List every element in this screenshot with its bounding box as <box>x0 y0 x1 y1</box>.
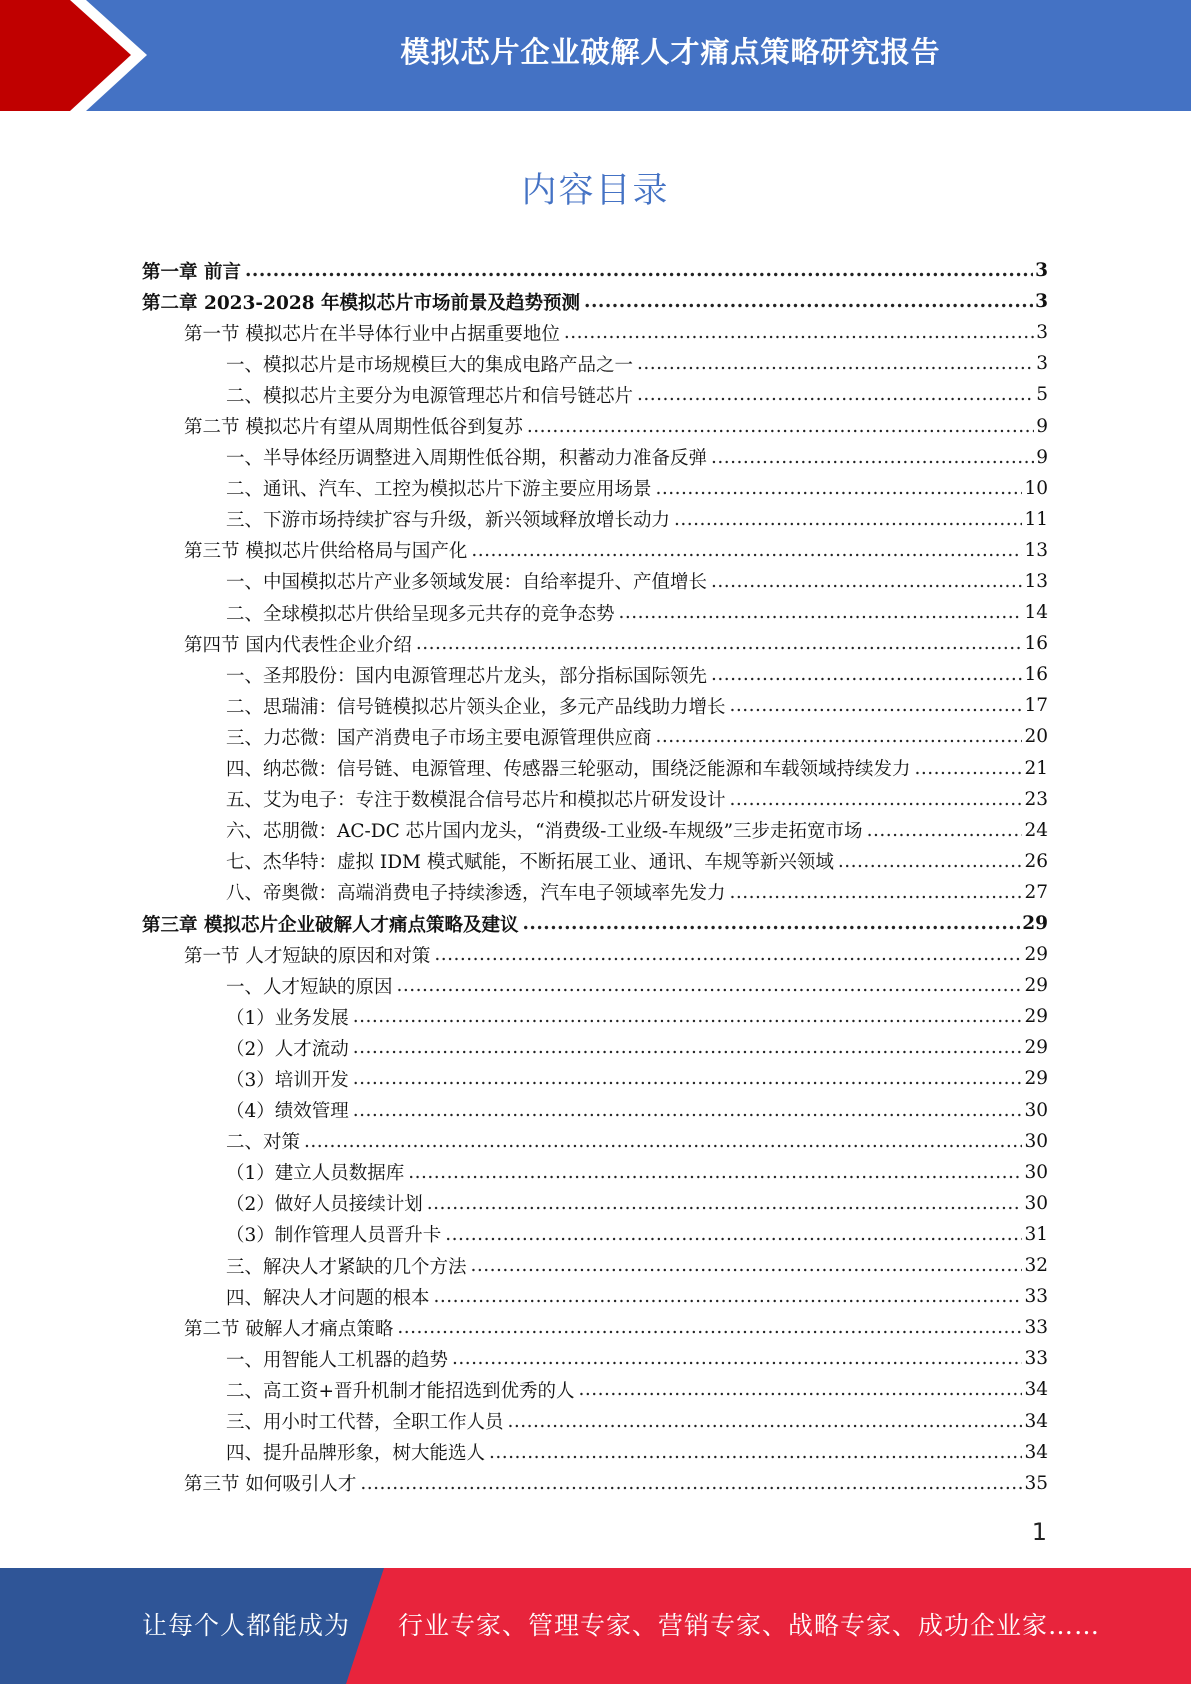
toc-entry[interactable] <box>142 659 1048 690</box>
toc-leader-dots <box>427 1193 1023 1214</box>
toc-entry-page: 13 <box>1024 570 1048 592</box>
toc-entry-title: 四、解决人才问题的根本 <box>226 1287 430 1309</box>
toc-leader-dots <box>508 1411 1023 1432</box>
toc-entry-page: 3 <box>1036 353 1048 375</box>
toc-entry-title: 一、中国模拟芯片产业多领域发展：自给率提升、产值增长 <box>226 572 708 594</box>
toc-leader-dots <box>416 633 1023 654</box>
toc-entry-title: 二、高工资+晋升机制才能招选到优秀的人 <box>226 1380 575 1402</box>
toc-leader-dots <box>353 1100 1023 1121</box>
toc-entry[interactable] <box>142 1343 1048 1374</box>
toc-entry-title: 一、模拟芯片是市场规模巨大的集成电路产品之一 <box>226 354 634 376</box>
toc-entry[interactable] <box>142 1063 1048 1094</box>
toc-leader-dots <box>245 260 1033 281</box>
toc-leader-dots <box>711 571 1022 592</box>
toc-entry-page: 30 <box>1024 1192 1048 1214</box>
toc-leader-dots <box>838 851 1023 872</box>
toc-entry[interactable] <box>142 1219 1048 1250</box>
toc-entry-page: 14 <box>1024 602 1048 624</box>
toc-leader-dots <box>471 1255 1023 1276</box>
toc-leader-dots <box>408 1162 1022 1183</box>
toc-entry[interactable] <box>142 1126 1048 1157</box>
toc-entry-title: 一、用智能人工机器的趋势 <box>226 1349 449 1371</box>
toc-entry-title: 六、芯朋微：AC-DC 芯片国内龙头，“消费级-工业级-车规级”三步走拓宽市场 <box>226 821 863 843</box>
toc-entry-page: 24 <box>1024 819 1048 841</box>
toc-leader-dots <box>304 1131 1022 1152</box>
toc-entry-page: 29 <box>1024 1068 1048 1090</box>
toc-entry-title: （2）做好人员接续计划 <box>226 1194 423 1216</box>
table-of-contents <box>142 255 1048 1499</box>
toc-leader-dots <box>522 913 1020 934</box>
toc-entry-page: 32 <box>1024 1255 1048 1277</box>
footer-banner <box>0 1568 1191 1684</box>
toc-entry-page: 5 <box>1036 384 1048 406</box>
toc-leader-dots <box>674 509 1022 530</box>
toc-leader-dots <box>353 1068 1023 1089</box>
toc-leader-dots <box>730 695 1023 716</box>
toc-leader-dots <box>730 882 1023 903</box>
toc-entry-title: （3）培训开发 <box>226 1069 349 1091</box>
page-number: 1 <box>1031 1518 1047 1546</box>
toc-entry-page: 26 <box>1024 850 1048 872</box>
toc-leader-dots <box>730 789 1023 810</box>
toc-entry-page: 17 <box>1024 695 1048 717</box>
toc-entry[interactable] <box>142 1312 1048 1343</box>
toc-entry[interactable] <box>142 410 1048 441</box>
toc-entry[interactable] <box>142 721 1048 752</box>
toc-leader-dots <box>656 726 1023 747</box>
footer-slogan-left: 让每个人都能成为 <box>142 1611 351 1640</box>
toc-entry-page: 23 <box>1024 788 1048 810</box>
toc-entry-title: 第二章 2023-2028 年模拟芯片市场前景及趋势预测 <box>142 292 581 314</box>
toc-entry[interactable] <box>142 566 1048 597</box>
toc-leader-dots <box>489 1442 1022 1463</box>
toc-entry-title: 三、下游市场持续扩容与升级，新兴领域释放增长动力 <box>226 510 671 532</box>
toc-entry[interactable] <box>142 784 1048 815</box>
toc-entry-title: （1）业务发展 <box>226 1007 349 1029</box>
toc-leader-dots <box>445 1224 1022 1245</box>
toc-entry-title: 第三章 模拟芯片企业破解人才痛点策略及建议 <box>142 914 519 936</box>
toc-entry-title: 四、提升品牌形象，树大能选人 <box>226 1443 486 1465</box>
toc-leader-dots <box>619 602 1023 623</box>
toc-entry-title: （3）制作管理人员晋升卡 <box>226 1225 442 1247</box>
toc-leader-dots <box>360 1473 1022 1494</box>
toc-entry-page: 16 <box>1024 633 1048 655</box>
toc-entry-page: 30 <box>1024 1099 1048 1121</box>
toc-entry[interactable] <box>142 815 1048 846</box>
toc-entry-page: 3 <box>1035 291 1048 313</box>
toc-entry-title: 二、思瑞浦：信号链模拟芯片领头企业，多元产品线助力增长 <box>226 696 726 718</box>
toc-entry-page: 20 <box>1024 726 1048 748</box>
toc-entry-page: 29 <box>1024 1037 1048 1059</box>
toc-entry-page: 29 <box>1024 1006 1048 1028</box>
toc-entry-page: 16 <box>1024 664 1048 686</box>
toc-entry[interactable] <box>142 690 1048 721</box>
toc-leader-dots <box>711 447 1034 468</box>
toc-entry-page: 13 <box>1024 539 1048 561</box>
toc-entry-page: 33 <box>1024 1348 1048 1370</box>
toc-leader-dots <box>397 975 1023 996</box>
toc-leader-dots <box>564 322 1034 343</box>
toc-entry-page: 10 <box>1024 477 1048 499</box>
toc-leader-dots <box>711 664 1022 685</box>
toc-leader-dots <box>471 540 1022 561</box>
toc-entry-title: 第二节 模拟芯片有望从周期性低谷到复苏 <box>184 417 523 439</box>
toc-entry-page: 34 <box>1024 1410 1048 1432</box>
toc-leader-dots <box>434 1286 1023 1307</box>
toc-entry-page: 33 <box>1024 1286 1048 1308</box>
toc-entry-title: 第四节 国内代表性企业介绍 <box>184 634 412 656</box>
toc-entry-title: （1）建立人员数据库 <box>226 1163 405 1185</box>
toc-entry-page: 9 <box>1036 415 1048 437</box>
toc-entry-title: 第一章 前言 <box>142 261 241 283</box>
toc-leader-dots <box>579 1379 1023 1400</box>
toc-entry-page: 11 <box>1024 508 1048 530</box>
toc-heading: 内容目录 <box>521 171 670 211</box>
toc-entry[interactable] <box>142 255 1048 286</box>
toc-entry-title: 第三节 如何吸引人才 <box>184 1474 357 1496</box>
toc-entry[interactable] <box>142 1188 1048 1219</box>
toc-entry-title: 三、用小时工代替，全职工作人员 <box>226 1412 504 1434</box>
toc-entry[interactable] <box>142 1157 1048 1188</box>
toc-entry[interactable] <box>142 1281 1048 1312</box>
toc-entry-title: 一、半导体经历调整进入周期性低谷期，积蓄动力准备反弹 <box>226 448 708 470</box>
toc-leader-dots <box>353 1037 1023 1058</box>
toc-leader-dots <box>637 353 1034 374</box>
toc-entry-page: 29 <box>1022 913 1048 935</box>
toc-entry[interactable] <box>142 1437 1048 1468</box>
toc-entry-page: 27 <box>1024 881 1048 903</box>
toc-entry-page: 3 <box>1036 322 1048 344</box>
toc-entry[interactable] <box>142 286 1048 317</box>
toc-entry[interactable] <box>142 348 1048 379</box>
toc-entry[interactable] <box>142 628 1048 659</box>
toc-entry[interactable] <box>142 970 1048 1001</box>
toc-entry[interactable] <box>142 1374 1048 1405</box>
toc-entry[interactable] <box>142 846 1048 877</box>
toc-leader-dots <box>637 384 1034 405</box>
report-title: 模拟芯片企业破解人才痛点策略研究报告 <box>400 35 941 69</box>
toc-entry[interactable] <box>142 1405 1048 1436</box>
toc-leader-dots <box>452 1348 1022 1369</box>
toc-entry-title: 一、圣邦股份：国内电源管理芯片龙头，部分指标国际领先 <box>226 665 708 687</box>
toc-entry[interactable] <box>142 379 1048 410</box>
toc-entry-title: 七、杰华特：虚拟 IDM 模式赋能，不断拓展工业、通讯、车规等新兴领域 <box>226 852 834 874</box>
toc-entry-title: 二、对策 <box>226 1132 301 1154</box>
toc-entry-title: 三、解决人才紧缺的几个方法 <box>226 1256 467 1278</box>
toc-entry-title: 第一节 人才短缺的原因和对策 <box>184 945 431 967</box>
toc-entry[interactable] <box>142 1001 1048 1032</box>
toc-entry[interactable] <box>142 1250 1048 1281</box>
toc-entry-title: 四、纳芯微：信号链、电源管理、传感器三轮驱动，围绕泛能源和车载领域持续发力 <box>226 759 911 781</box>
toc-entry[interactable] <box>142 597 1048 628</box>
toc-entry-page: 34 <box>1024 1441 1048 1463</box>
toc-leader-dots <box>656 478 1023 499</box>
toc-entry-title: 二、全球模拟芯片供给呈现多元共存的竞争态势 <box>226 603 615 625</box>
toc-leader-dots <box>867 820 1023 841</box>
toc-entry-page: 30 <box>1024 1161 1048 1183</box>
toc-leader-dots <box>434 944 1022 965</box>
toc-entry-title: 第三节 模拟芯片供给格局与国产化 <box>184 541 468 563</box>
toc-entry[interactable] <box>142 939 1048 970</box>
toc-entry-title: 第一节 模拟芯片在半导体行业中占据重要地位 <box>184 323 560 345</box>
toc-entry-page: 33 <box>1024 1317 1048 1339</box>
toc-entry-page: 21 <box>1024 757 1048 779</box>
toc-entry[interactable] <box>142 753 1048 784</box>
toc-entry-title: 八、帝奥微：高端消费电子持续渗透，汽车电子领域率先发力 <box>226 883 726 905</box>
toc-entry[interactable] <box>142 1032 1048 1063</box>
toc-entry[interactable] <box>142 877 1048 908</box>
toc-entry-page: 34 <box>1024 1379 1048 1401</box>
toc-leader-dots <box>353 1006 1023 1027</box>
toc-entry[interactable] <box>142 317 1048 348</box>
toc-entry-title: 第二节 破解人才痛点策略 <box>184 1318 394 1340</box>
toc-entry-title: 二、通讯、汽车、工控为模拟芯片下游主要应用场景 <box>226 479 652 501</box>
toc-entry-page: 9 <box>1036 446 1048 468</box>
toc-entry-page: 31 <box>1024 1223 1048 1245</box>
toc-entry[interactable] <box>142 1468 1048 1499</box>
toc-entry-title: 五、艾为电子：专注于数模混合信号芯片和模拟芯片研发设计 <box>226 790 726 812</box>
toc-entry-title: （4）绩效管理 <box>226 1101 349 1123</box>
toc-leader-dots <box>397 1317 1022 1338</box>
toc-entry[interactable] <box>142 1095 1048 1126</box>
toc-entry-title: 三、力芯微：国产消费电子市场主要电源管理供应商 <box>226 727 652 749</box>
toc-entry-title: 一、人才短缺的原因 <box>226 976 393 998</box>
header-banner <box>0 0 1191 111</box>
toc-entry[interactable] <box>142 535 1048 566</box>
toc-entry[interactable] <box>142 504 1048 535</box>
toc-leader-dots <box>584 291 1033 312</box>
toc-entry-page: 29 <box>1024 944 1048 966</box>
toc-leader-dots <box>915 758 1023 779</box>
footer-slogan-right: 行业专家、管理专家、营销专家、战略专家、成功企业家…… <box>398 1611 1101 1640</box>
toc-entry-page: 35 <box>1024 1472 1048 1494</box>
toc-leader-dots <box>527 416 1034 437</box>
toc-entry[interactable] <box>142 473 1048 504</box>
toc-entry[interactable] <box>142 442 1048 473</box>
toc-entry-title: （2）人才流动 <box>226 1038 349 1060</box>
toc-entry[interactable] <box>142 908 1048 939</box>
toc-entry-page: 3 <box>1035 260 1048 282</box>
toc-entry-page: 30 <box>1024 1130 1048 1152</box>
toc-entry-page: 29 <box>1024 975 1048 997</box>
toc-entry-title: 二、模拟芯片主要分为电源管理芯片和信号链芯片 <box>226 385 634 407</box>
